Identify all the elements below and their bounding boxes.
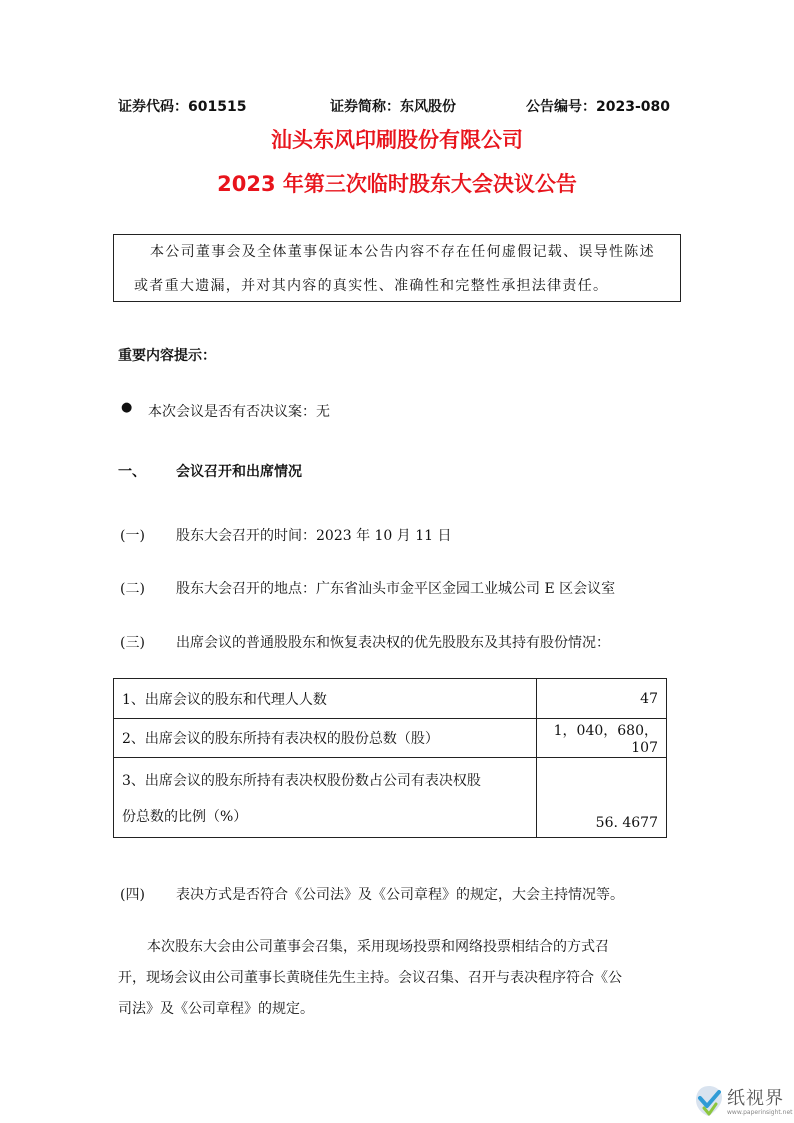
announcement-number: 公告编号：2023-080	[526, 99, 670, 115]
disclaimer-line-2: 或者重大遗漏，并对其内容的真实性、准确性和完整性承担法律责任。	[134, 278, 609, 294]
body-paragraph	[118, 932, 678, 1025]
bullet-text: 本次会议是否有否决议案：无	[148, 404, 330, 420]
attendance-table	[113, 678, 667, 838]
item-2-text: 股东大会召开的地点：广东省汕头市金平区金园工业城公司 E 区会议室	[176, 581, 616, 597]
watermark-url: www.paperinsight.net	[727, 1109, 793, 1116]
table-cell-label: 1、出席会议的股东和代理人人数	[114, 679, 537, 719]
paragraph-line-2: 开，现场会议由公司董事长黄晓佳先生主持。会议召集、召开与表决程序符合《公	[118, 970, 622, 986]
stock-short-name: 证券简称：东风股份	[330, 99, 456, 115]
disclaimer-box	[113, 234, 681, 302]
table-cell-value: 47	[537, 679, 667, 719]
item-4-text: 表决方式是否符合《公司法》及《公司章程》的规定，大会主持情况等。	[176, 887, 624, 903]
table-cell-value: 56. 4677	[537, 758, 667, 838]
table-row	[114, 679, 667, 719]
watermark-icon	[694, 1084, 724, 1118]
bullet-icon: ●	[121, 400, 133, 415]
section-number: 一、	[118, 464, 146, 480]
item-2-number: (二)	[120, 581, 145, 597]
section-title: 会议召开和出席情况	[176, 464, 302, 480]
watermark-logo	[694, 1082, 793, 1122]
paragraph-line-3: 司法》及《公司章程》的规定。	[118, 1001, 314, 1017]
paragraph-line-1: 本次股东大会由公司董事会召集，采用现场投票和网络投票相结合的方式召	[147, 939, 609, 955]
item-1-text: 股东大会召开的时间：2023 年 10 月 11 日	[176, 528, 452, 544]
watermark-text: 纸视界	[727, 1088, 784, 1109]
table-cell-label-line-2: 份总数的比例（%）	[122, 809, 248, 825]
table-cell-label-line-1: 3、出席会议的股东所持有表决权股份数占公司有表决权股	[122, 773, 481, 789]
stock-info-header	[118, 96, 678, 118]
important-heading: 重要内容提示：	[118, 348, 216, 364]
item-3-number: (三)	[120, 635, 145, 651]
item-3-text: 出席会议的普通股股东和恢复表决权的优先股股东及其持有股份情况：	[176, 635, 610, 651]
announcement-title: 2023 年第三次临时股东大会决议公告	[217, 172, 577, 196]
disclaimer-line-1: 本公司董事会及全体董事保证本公告内容不存在任何虚假记载、误导性陈述	[150, 244, 655, 260]
table-row	[114, 758, 667, 838]
stock-code: 证券代码：601515	[118, 99, 247, 115]
item-4-number: (四)	[120, 887, 145, 903]
table-row	[114, 719, 667, 758]
table-cell-label	[114, 758, 537, 838]
item-1-number: (一)	[120, 528, 145, 544]
company-title: 汕头东风印刷股份有限公司	[271, 128, 523, 152]
table-cell-label: 2、出席会议的股东所持有表决权的股份总数（股）	[114, 719, 537, 758]
table-cell-value: 1，040，680，107	[537, 719, 667, 758]
